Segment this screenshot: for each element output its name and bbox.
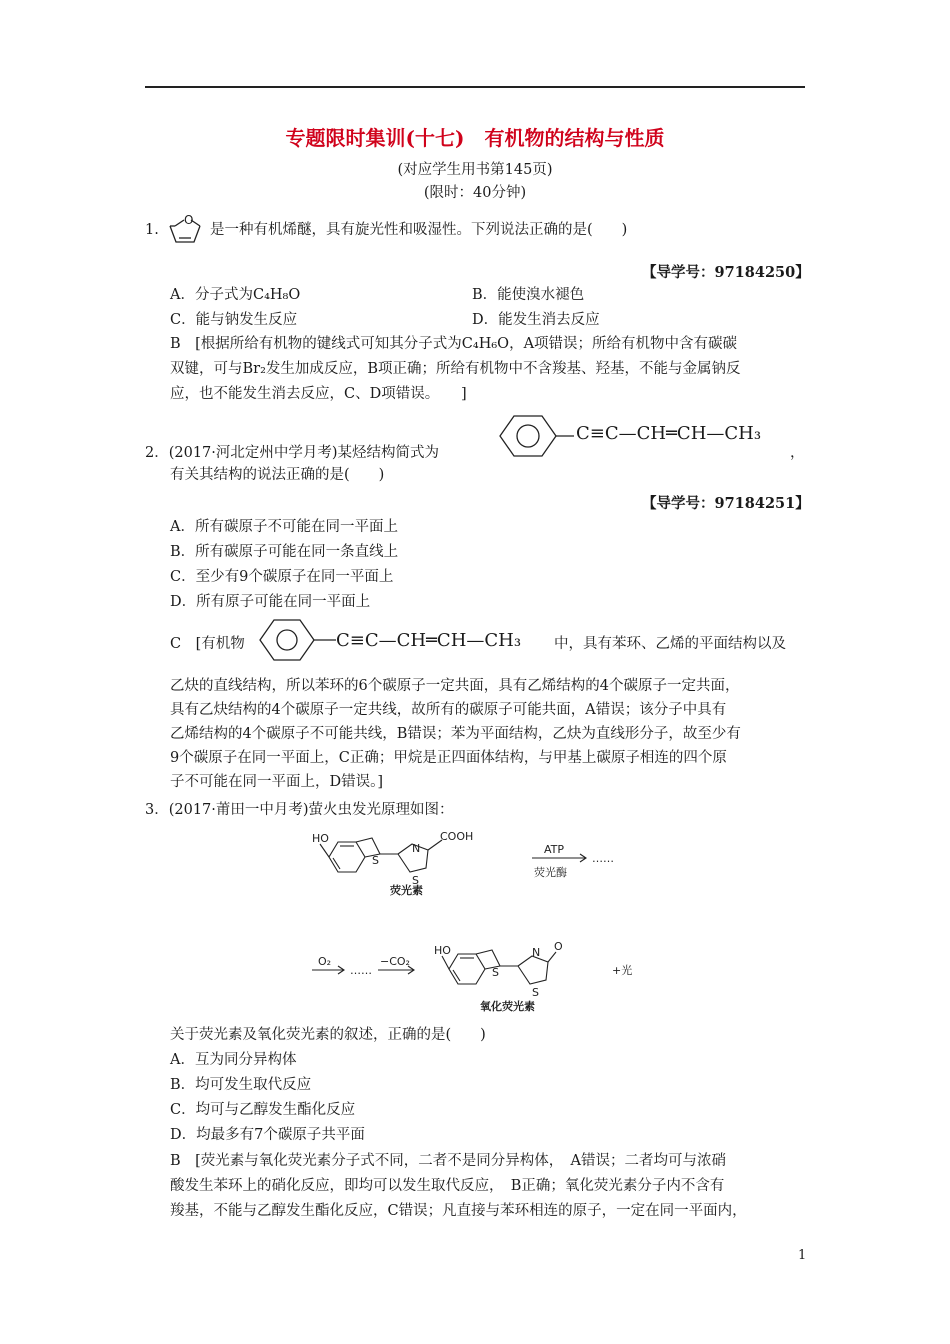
q2-answer-chain: C≡C—CH═CH—CH₃ xyxy=(336,630,522,651)
q3-stem: 3．(2017·莆田一中月考)萤火虫发光原理如图： xyxy=(145,802,454,818)
dots-2: …… xyxy=(350,964,372,977)
q1-option-d: D．能发生消去反应 xyxy=(472,312,600,328)
s-label-2: S xyxy=(412,874,419,887)
svg-text:O: O xyxy=(184,213,194,227)
q1-number: 1. xyxy=(145,222,159,238)
q2-ref: 【导学号：97184251】 xyxy=(642,495,810,512)
benzene-ring-structure-answer xyxy=(254,614,336,670)
q3-answer-line2: 酸发生苯环上的硝化反应，即均可以发生取代反应， B正确；氧化荧光素分子内不含有 xyxy=(170,1178,725,1194)
benzene-ring-structure xyxy=(494,408,576,464)
q2-answer-line6: 子不可能在同一平面上，D错误。] xyxy=(170,774,384,790)
co2-label: −CO₂ xyxy=(380,955,410,968)
ho-label-2: HO xyxy=(434,944,451,957)
q2-option-b: B．所有碳原子可能在同一条直线上 xyxy=(170,544,399,560)
q2-option-c: C．至少有9个碳原子在同一平面上 xyxy=(170,569,394,585)
q3-answer-line1: B [荧光素与氧化荧光素分子式不同，二者不是同分异构体， A错误；二者均可与浓硝 xyxy=(170,1153,727,1169)
q1-ref: 【导学号：97184250】 xyxy=(642,264,810,281)
q2-answer-line4: 乙烯结构的4个碳原子不可能共线，B错误；苯为平面结构，乙炔为直线形分子，故至少有 xyxy=(170,726,741,742)
subtitle-time-limit: (限时：40分钟) xyxy=(423,185,527,201)
q1-answer-line2: 双键，可与Br₂发生加成反应，B项正确；所给有机物中不含羧基、羟基，不能与金属钠反 xyxy=(170,361,741,377)
o-label: O xyxy=(554,940,563,953)
q2-comma: ， xyxy=(790,445,805,461)
s-label-3: S xyxy=(492,966,499,979)
q1-stem: 是一种有机烯醚，具有旋光性和吸湿性。下列说法正确的是( ) xyxy=(210,222,628,238)
q2-option-a: A．所有碳原子不可能在同一平面上 xyxy=(170,519,398,535)
q3-question: 关于荧光素及氧化荧光素的叙述，正确的是( ) xyxy=(170,1027,486,1043)
q2-answer-suffix: 中，具有苯环、乙烯的平面结构以及 xyxy=(554,636,786,652)
q3-option-c: C．均可与乙醇发生酯化反应 xyxy=(170,1102,356,1118)
q1-option-c: C．能与钠发生反应 xyxy=(170,312,298,328)
furan-ring-structure xyxy=(160,207,210,247)
n-label-1: N xyxy=(412,842,421,855)
q2-answer-line3: 具有乙炔结构的4个碳原子一定共线，故所有的碳原子可能共面，A错误；该分子中具有 xyxy=(170,702,727,718)
q3-answer-line3: 羧基，不能与乙醇发生酯化反应，C错误；凡直接与苯环相连的原子，一定在同一平面内， xyxy=(170,1203,747,1219)
subtitle-book-ref: (对应学生用书第145页) xyxy=(397,162,553,178)
q1-answer-line1: B [根据所给有机物的键线式可知其分子式为C₄H₆O，A项错误；所给有机物中含有碳碳 xyxy=(170,336,738,352)
q3-option-a: A．互为同分异构体 xyxy=(170,1052,297,1068)
firefly-reaction-diagram xyxy=(300,822,660,1022)
q2-stem-line1: 2．(2017·河北定州中学月考)某烃结构简式为 xyxy=(145,445,440,461)
top-rule xyxy=(145,86,805,88)
page-title: 专题限时集训(十七) 有机物的结构与性质 xyxy=(285,126,665,150)
q2-option-d: D．所有原子可能在同一平面上 xyxy=(170,594,371,610)
q2-stem-line2: 有关其结构的说法正确的是( ) xyxy=(170,467,385,483)
q2-alkyne-chain: C≡C—CH═CH—CH₃ xyxy=(576,423,762,444)
q1-answer-line3: 应，也不能发生消去反应，C、D项错误。 ] xyxy=(170,386,467,402)
page-number: 1 xyxy=(798,1248,807,1263)
s-label-4: S xyxy=(532,986,539,999)
cooh-label: COOH xyxy=(440,830,474,843)
q2-answer-line2: 乙炔的直线结构，所以苯环的6个碳原子一定共面，具有乙烯结构的4个碳原子一定共面， xyxy=(170,678,740,694)
o2-label: O₂ xyxy=(318,955,332,968)
light-label: +光 xyxy=(612,964,633,977)
q1-option-b: B．能使溴水褪色 xyxy=(472,287,585,303)
q2-answer-line5: 9个碳原子在同一平面上，C正确；甲烷是正四面体结构，与甲基上碳原子相连的四个原 xyxy=(170,750,727,766)
q2-answer-prefix: C [有机物 xyxy=(170,636,245,652)
oxyluciferin-name: 氧化荧光素 xyxy=(480,1000,535,1013)
ho-label-1: HO xyxy=(312,832,329,845)
q3-option-b: B．均可发生取代反应 xyxy=(170,1077,312,1093)
atp-label: ATP xyxy=(544,843,565,856)
q1-option-a: A．分子式为C₄H₈O xyxy=(170,287,301,303)
luciferin-name: 荧光素 xyxy=(390,884,423,897)
s-label-1: S xyxy=(372,854,379,867)
dots-1: …… xyxy=(592,852,614,865)
n-label-2: N xyxy=(532,946,541,959)
q3-option-d: D．均最多有7个碳原子共平面 xyxy=(170,1127,365,1143)
enzyme-label: 荧光酶 xyxy=(534,866,567,879)
